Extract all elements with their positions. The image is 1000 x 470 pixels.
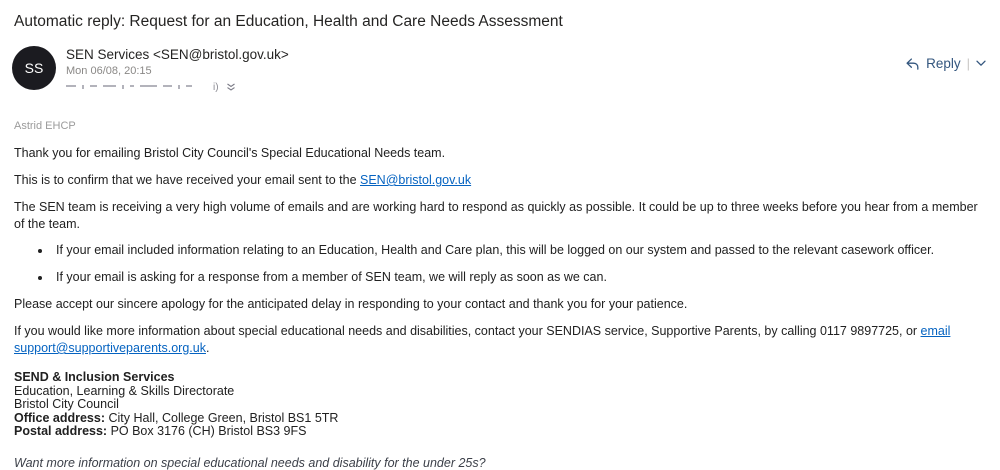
paragraph-confirm [14, 172, 988, 189]
clipped-text-fragment: i) [213, 82, 219, 93]
signature-block [14, 371, 988, 439]
signature-directorate: Education, Learning & Skills Directorate [14, 383, 235, 398]
signature-dept: SEND & Inclusion Services [14, 370, 175, 384]
reply-divider: | [966, 56, 970, 71]
signature-council: Bristol City Council [14, 397, 119, 412]
paragraph-apology: Please accept our sincere apology for the anticipated delay in responding to your contact and thank you for your patience. [14, 297, 688, 311]
bullet-list [14, 242, 988, 286]
sen-email-link[interactable]: SEN@bristol.gov.uk [360, 173, 472, 187]
sendias-text: If you would like more information about special educational needs and disabilities, contact your SENDIAS service, Supportive Parents, by calling 0117 9897725, or [14, 324, 921, 338]
sendias-text-end: . [205, 341, 210, 355]
email-subject: Automatic reply: Request for an Education, Health and Care Needs Assessment [14, 13, 563, 30]
reply-button[interactable]: Reply [926, 56, 961, 71]
reply-arrow-icon [905, 57, 920, 71]
reply-options-chevron-icon[interactable] [976, 60, 986, 67]
paragraph-volume: The SEN team is receiving a very high volume of emails and are working hard to respond as quickly as possible. It could be up to three weeks before you hear from a member of the team. [14, 200, 978, 231]
bullet-item-response: • If your email is asking for a response from a member of SEN team, we will reply as soon as we can. [52, 269, 988, 286]
sender-avatar[interactable] [12, 46, 56, 90]
support-link-address: support@supportiveparents.org.uk [14, 341, 206, 355]
email-body [14, 120, 988, 470]
redacted-recipient-fragments [66, 83, 192, 89]
message-header [12, 46, 1000, 102]
bullet-item-casework: • If your email included information relating to an Education, Health and Care plan, this will be logged on our system and passed to the relevant casework officer. [52, 242, 988, 259]
recipient-line-clipped [66, 83, 289, 93]
footer-question: Want more information on special educational needs and disability for the under 25s? [14, 455, 486, 470]
support-link-word: email [920, 324, 951, 338]
attachment-tag: Astrid EHCP [14, 120, 76, 132]
signature-postal-address: Postal address: PO Box 3176 (CH) Bristol BS3 9FS [14, 424, 307, 439]
sender-name[interactable]: SEN Services <SEN@bristol.gov.uk> [66, 47, 289, 62]
paragraph-thanks: Thank you for emailing Bristol City Council's Special Educational Needs team. [14, 146, 446, 160]
signature-office-address: Office address: City Hall, College Green, Bristol BS1 5TR [14, 410, 339, 425]
reply-control [905, 56, 986, 71]
avatar-initials: SS [24, 60, 44, 76]
paragraph-sendias [14, 323, 988, 357]
confirm-text: This is to confirm that we have received your email sent to the [14, 173, 360, 187]
sender-block [66, 47, 289, 93]
expand-details-chevron-icon[interactable] [226, 83, 236, 92]
sent-date: Mon 06/08, 20:15 [66, 65, 152, 77]
